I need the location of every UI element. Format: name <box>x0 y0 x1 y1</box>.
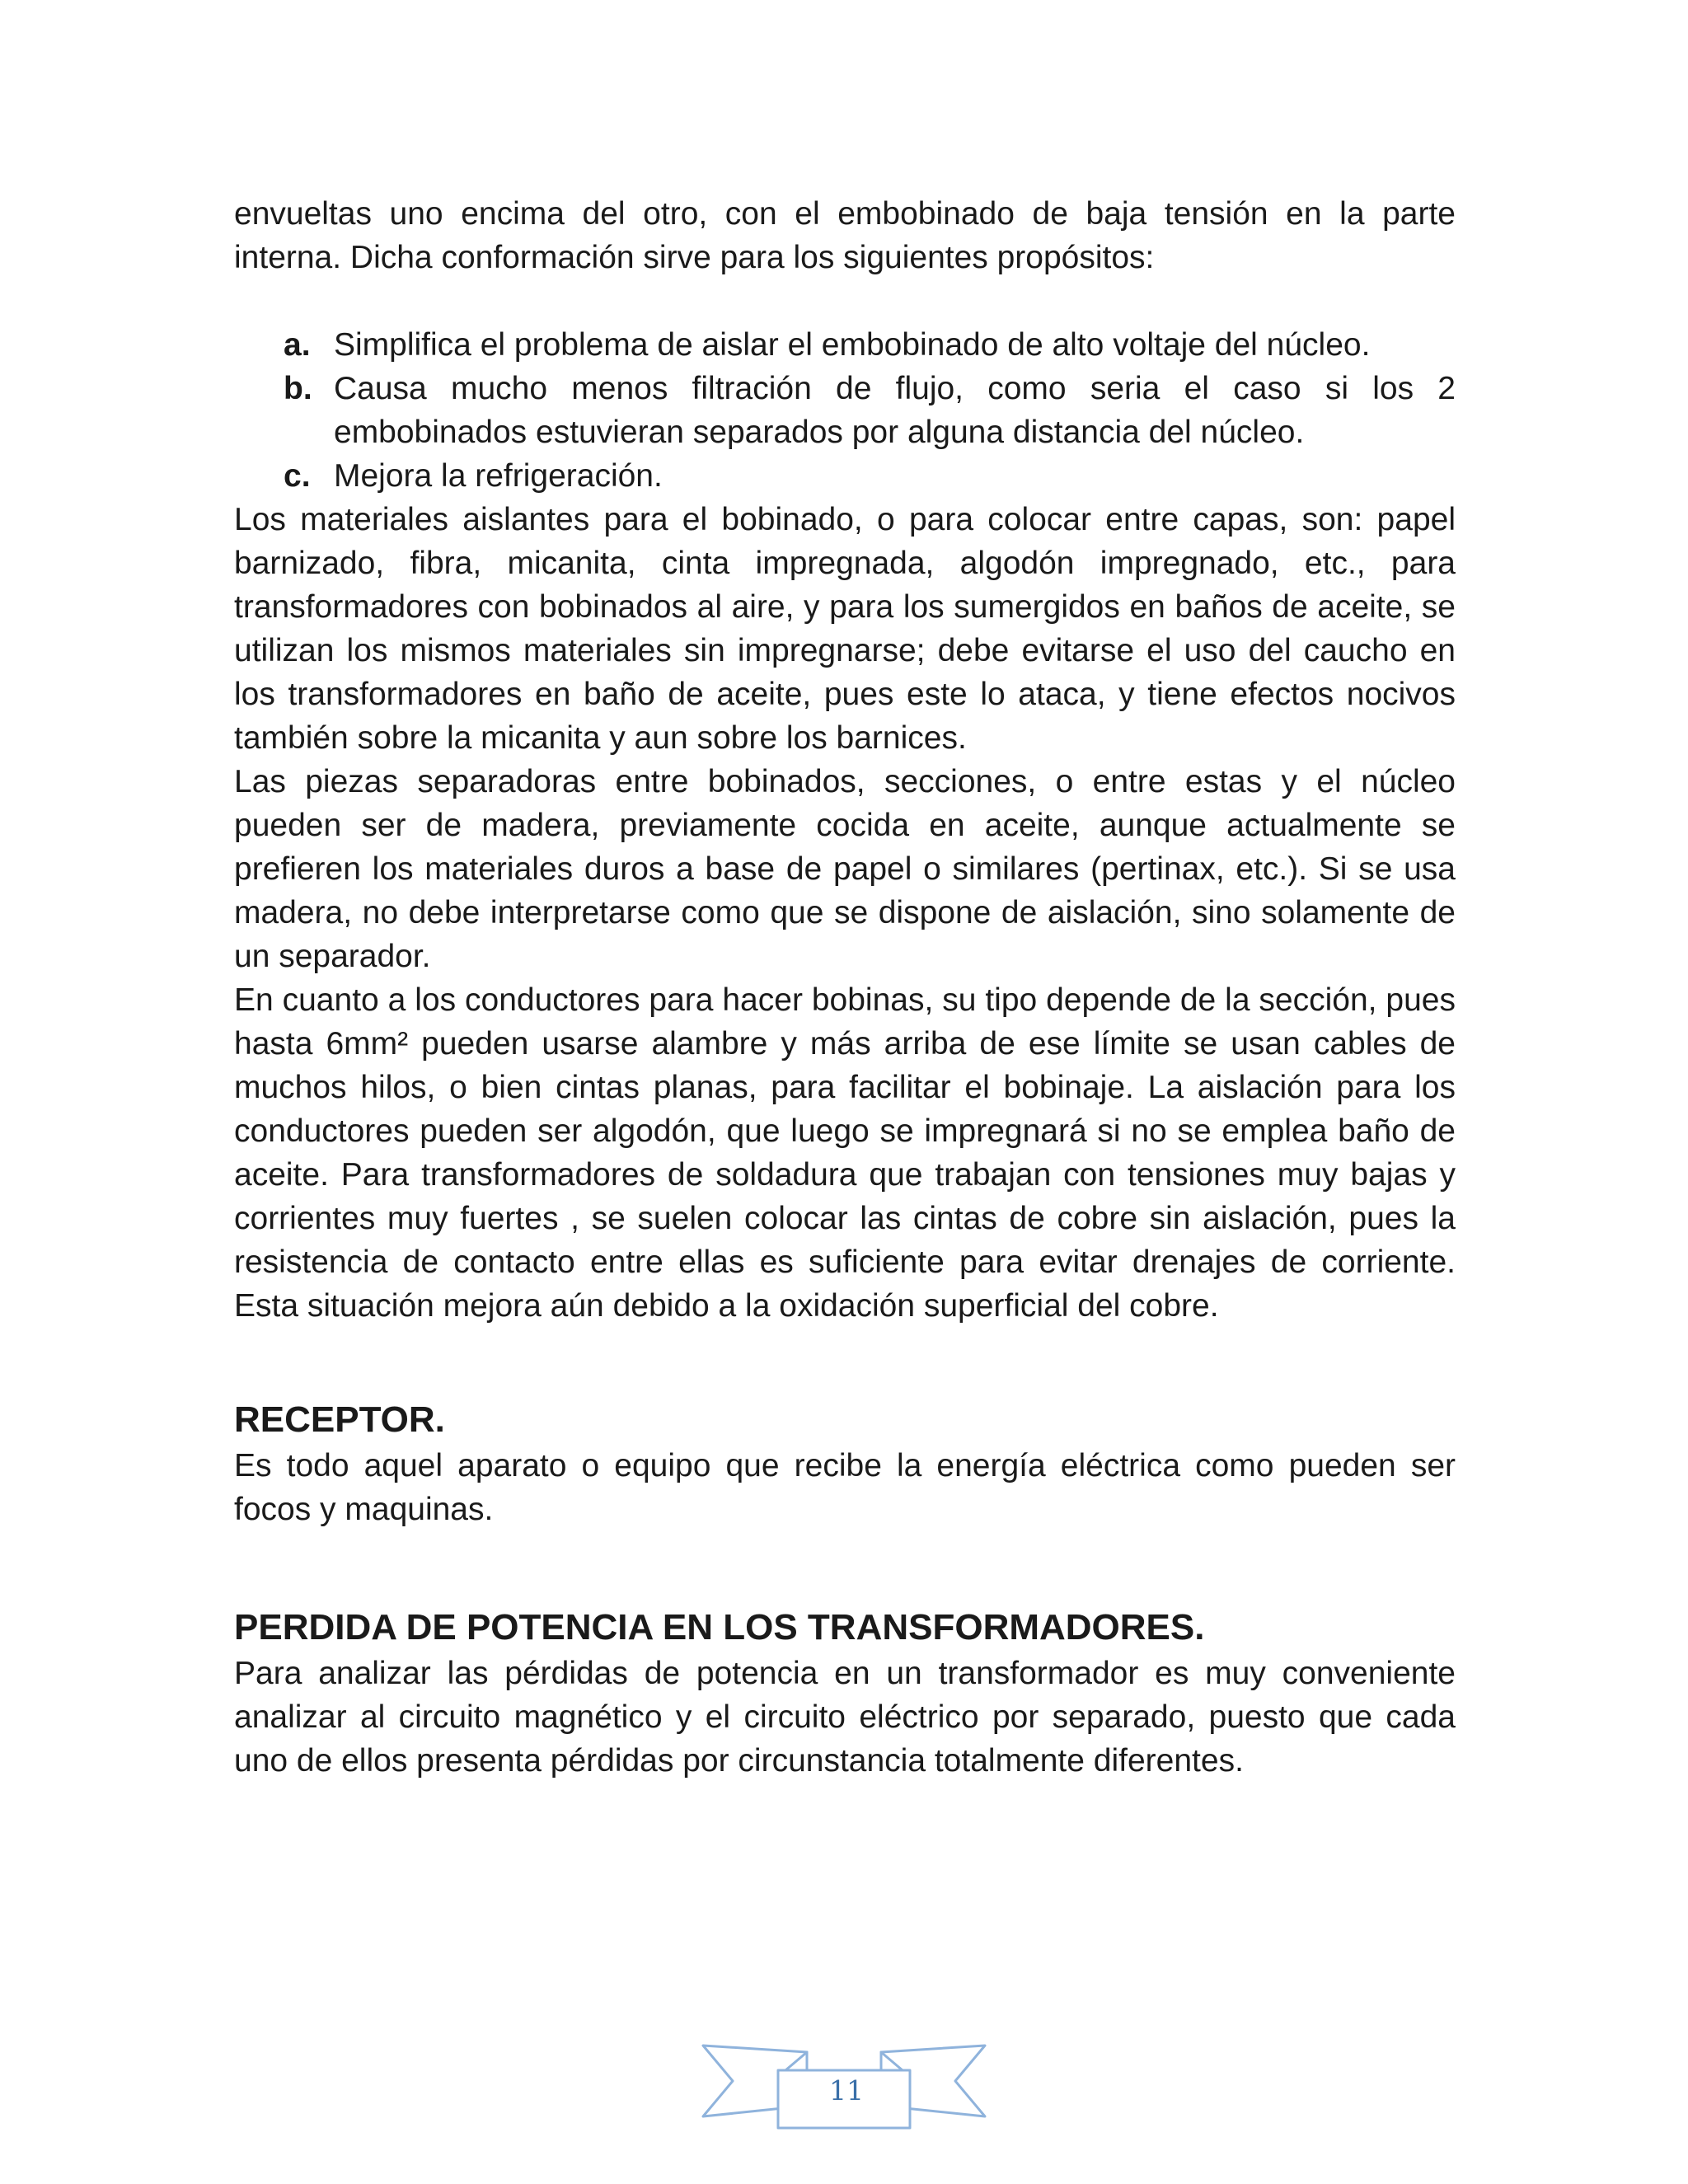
list-marker: b. <box>284 371 312 406</box>
receptor-heading: RECEPTOR. <box>234 1399 445 1440</box>
paragraph-piezas-separadoras: Las piezas separadoras entre bobinados, secciones, o entre estas y el núcleo pueden ser de madera, previamente cocida en aceite, aunque actualmente se prefieren los materiales duros a base de papel o similares (pertinax, etc.). Si se usa madera, no debe interpretarse como que se dispone de aislación, sino solamente de un separador. <box>234 764 1456 974</box>
list-item-text: Mejora la refrigeración. <box>334 458 663 494</box>
perdida-heading: PERDIDA DE POTENCIA EN LOS TRANSFORMADORES. <box>234 1607 1205 1647</box>
page-content <box>234 192 1456 1783</box>
page-number: 11 <box>829 2074 864 2107</box>
perdida-paragraph: Para analizar las pérdidas de potencia en un transformador es muy conveniente analizar al circuito magnético y el circuito eléctrico por separado, puesto que cada uno de ellos presenta pérdidas por circunstancia totalmente diferentes. <box>234 1656 1456 1779</box>
receptor-paragraph: Es todo aquel aparato o equipo que recibe la energía eléctrica como pueden ser focos y maquinas. <box>234 1448 1456 1527</box>
intro-paragraph: envueltas uno encima del otro, con el embobinado de baja tensión en la parte interna. Dicha conformación sirve para los siguientes propósitos: <box>234 196 1456 275</box>
list-marker: c. <box>284 458 311 494</box>
list-item <box>234 323 1456 367</box>
paragraph-materiales-aislantes: Los materiales aislantes para el bobinado, o para colocar entre capas, son: papel barnizado, fibra, micanita, cinta impregnada, algodón impregnado, etc., para transformadores con bobinados al aire, y para los sumergidos en baños de aceite, se utilizan los mismos materiales sin impregnarse; debe evitarse el uso del caucho en los transformadores en baño de aceite, pues este lo ataca, y tiene efectos nocivos también sobre la micanita y aun sobre los barnices. <box>234 502 1456 756</box>
paragraph-conductores: En cuanto a los conductores para hacer bobinas, su tipo depende de la sección, pues hasta 6mm² pueden usarse alambre y más arriba de ese límite se usan cables de muchos hilos, o bien cintas planas, para facilitar el bobinaje. La aislación para los conductores pueden ser algodón, que luego se impregnará si no se emplea baño de aceite. Para transformadores de soldadura que trabajan con tensiones muy bajas y corrientes muy fuertes , se suelen colocar las cintas de cobre sin aislación, pues la resistencia de contacto entre ellas es suficiente para evitar drenajes de corriente. Esta situación mejora aún debido a la oxidación superficial del cobre. <box>234 982 1456 1324</box>
purpose-list <box>234 323 1456 498</box>
list-marker: a. <box>284 327 311 363</box>
list-item-text: Causa mucho menos filtración de flujo, como seria el caso si los 2 embobinados estuvieran separados por alguna distancia del núcleo. <box>334 371 1456 450</box>
list-item <box>234 454 1456 498</box>
list-item <box>234 367 1456 454</box>
list-item-text: Simplifica el problema de aislar el embobinado de alto voltaje del núcleo. <box>334 327 1371 363</box>
